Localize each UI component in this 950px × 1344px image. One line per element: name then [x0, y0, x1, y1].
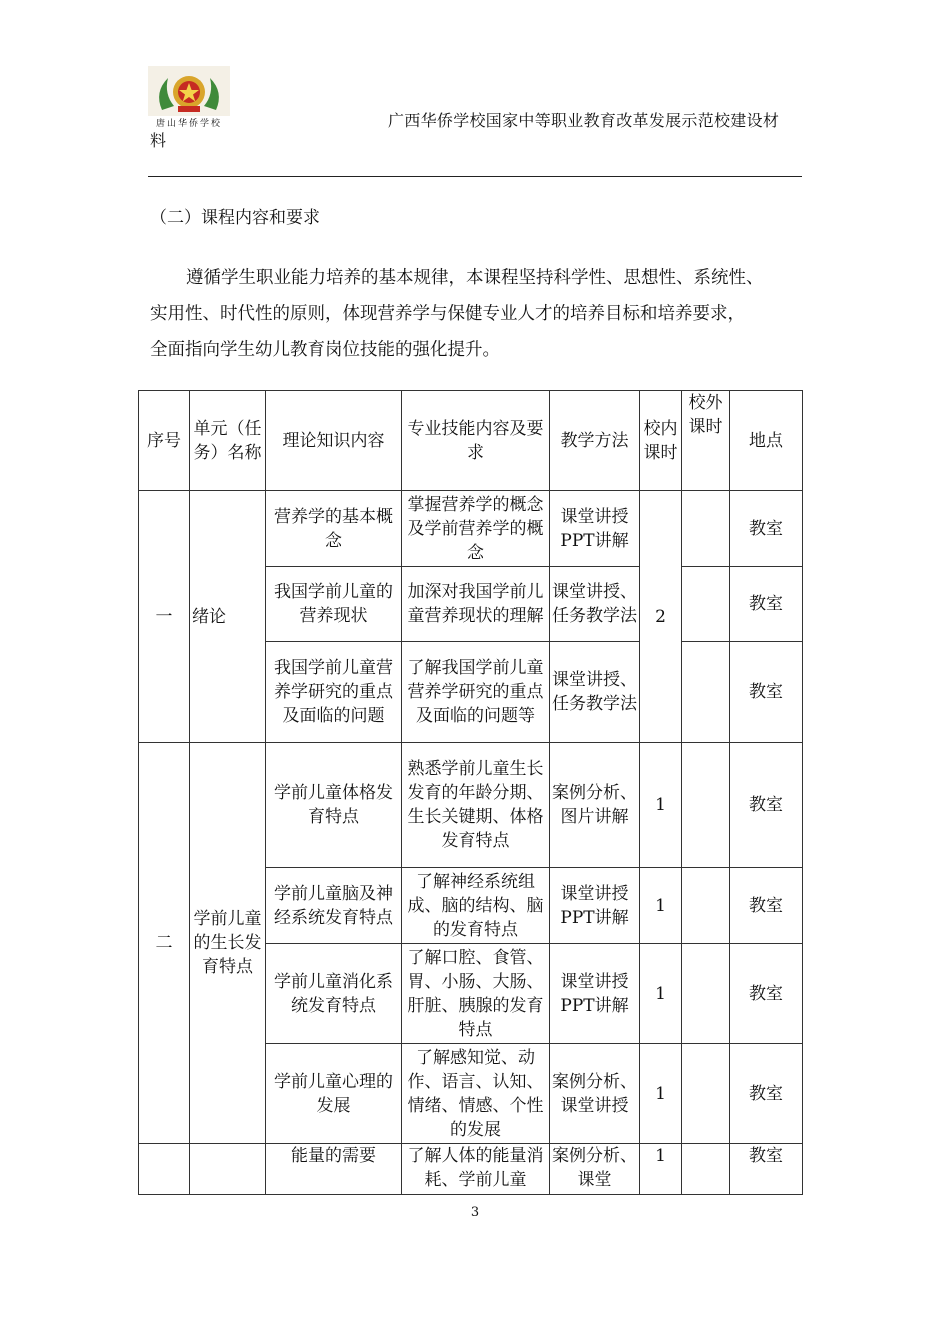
theory-cell: 学前儿童脑及神经系统发育特点: [266, 868, 402, 944]
logo-text: 唐山华侨学校: [155, 119, 222, 129]
method-cell: 课堂讲授、任务教学法: [550, 567, 640, 642]
unit-name: [190, 1144, 266, 1195]
method-cell: 课堂讲授、任务教学法: [550, 642, 640, 743]
header-skills: 专业技能内容及要求: [402, 391, 550, 491]
unit-seq: 一: [139, 491, 190, 743]
skills-cell: 掌握营养学的概念及学前营养学的概念: [402, 491, 550, 567]
header-hours-out: 校外课时: [682, 391, 730, 491]
theory-cell: 我国学前儿童营养学研究的重点及面临的问题: [266, 642, 402, 743]
skills-cell: 了解口腔、食管、胃、小肠、大肠、肝脏、胰腺的发育特点: [402, 944, 550, 1044]
skills-cell: 了解我国学前儿童营养学研究的重点及面临的问题等: [402, 642, 550, 743]
section-title: （二）课程内容和要求: [150, 208, 320, 228]
table-header-row: [139, 391, 803, 491]
hours-out-cell: [682, 1044, 730, 1144]
hours-in-cell: 1: [640, 743, 682, 868]
theory-cell: 营养学的基本概念: [266, 491, 402, 567]
unit-name: 绪论: [190, 491, 266, 743]
hours-in-cell: 2: [640, 491, 682, 743]
header-divider: [148, 176, 802, 177]
location-cell: 教室: [730, 491, 803, 567]
table-row: [139, 1144, 803, 1195]
unit-seq: [139, 1144, 190, 1195]
hours-in-cell: 1: [640, 1044, 682, 1144]
header-title-wrap: 料: [150, 131, 167, 150]
location-cell: 教室: [730, 1044, 803, 1144]
theory-cell: 能量的需要: [266, 1144, 402, 1195]
location-cell: 教室: [730, 642, 803, 743]
skills-cell: 了解人体的能量消耗、学前儿童: [402, 1144, 550, 1195]
hours-in-cell: 1: [640, 944, 682, 1044]
school-logo: [148, 66, 230, 132]
unit-name: 学前儿童的生长发育特点: [190, 743, 266, 1144]
theory-cell: 学前儿童体格发育特点: [266, 743, 402, 868]
hours-in-cell: 1: [640, 868, 682, 944]
skills-cell: 熟悉学前儿童生长发育的年龄分期、生长关键期、体格发育特点: [402, 743, 550, 868]
method-cell: 案例分析、图片讲解: [550, 743, 640, 868]
hours-out-cell: [682, 642, 730, 743]
paragraph-line: 实用性、时代性的原则，体现营养学与保健专业人才的培养目标和培养要求，: [150, 304, 745, 324]
hours-out-cell: [682, 743, 730, 868]
header-hours-in: 校内课时: [640, 391, 682, 491]
hours-in-cell: 1: [640, 1144, 682, 1195]
header-theory: 理论知识内容: [266, 391, 402, 491]
header-location: 地点: [730, 391, 803, 491]
method-cell: 课堂讲授PPT讲解: [550, 868, 640, 944]
page-number: 3: [470, 1205, 480, 1220]
header-method: 教学方法: [550, 391, 640, 491]
hours-out-cell: [682, 491, 730, 567]
course-content-table: [138, 390, 803, 1195]
location-cell: 教室: [730, 1144, 803, 1195]
hours-out-cell: [682, 567, 730, 642]
location-cell: 教室: [730, 944, 803, 1044]
header-unit: 单元（任务）名称: [190, 391, 266, 491]
location-cell: 教室: [730, 743, 803, 868]
method-cell: 案例分析、课堂: [550, 1144, 640, 1195]
method-cell: 课堂讲授PPT讲解: [550, 491, 640, 567]
location-cell: 教室: [730, 868, 803, 944]
hours-out-cell: [682, 1144, 730, 1195]
table-row: [139, 491, 803, 567]
header-seq: 序号: [139, 391, 190, 491]
method-cell: 案例分析、课堂讲授: [550, 1044, 640, 1144]
theory-cell: 学前儿童心理的发展: [266, 1044, 402, 1144]
paragraph-line: 遵循学生职业能力培养的基本规律，本课程坚持科学性、思想性、系统性、: [186, 268, 764, 288]
paragraph-line: 全面指向学生幼儿教育岗位技能的强化提升。: [150, 340, 500, 360]
emblem-icon: [148, 66, 230, 116]
skills-cell: 了解神经系统组成、脑的结构、脑的发育特点: [402, 868, 550, 944]
intro-paragraph: [150, 260, 816, 368]
location-cell: 教室: [730, 567, 803, 642]
theory-cell: 我国学前儿童的营养现状: [266, 567, 402, 642]
skills-cell: 了解感知觉、动作、语言、认知、情绪、情感、个性的发展: [402, 1044, 550, 1144]
table-row: [139, 743, 803, 868]
unit-seq: 二: [139, 743, 190, 1144]
hours-out-cell: [682, 868, 730, 944]
hours-out-cell: [682, 944, 730, 1044]
theory-cell: 学前儿童消化系统发育特点: [266, 944, 402, 1044]
method-cell: 课堂讲授PPT讲解: [550, 944, 640, 1044]
skills-cell: 加深对我国学前儿童营养现状的理解: [402, 567, 550, 642]
header-title: 广西华侨学校国家中等职业教育改革发展示范校建设材: [388, 111, 780, 130]
